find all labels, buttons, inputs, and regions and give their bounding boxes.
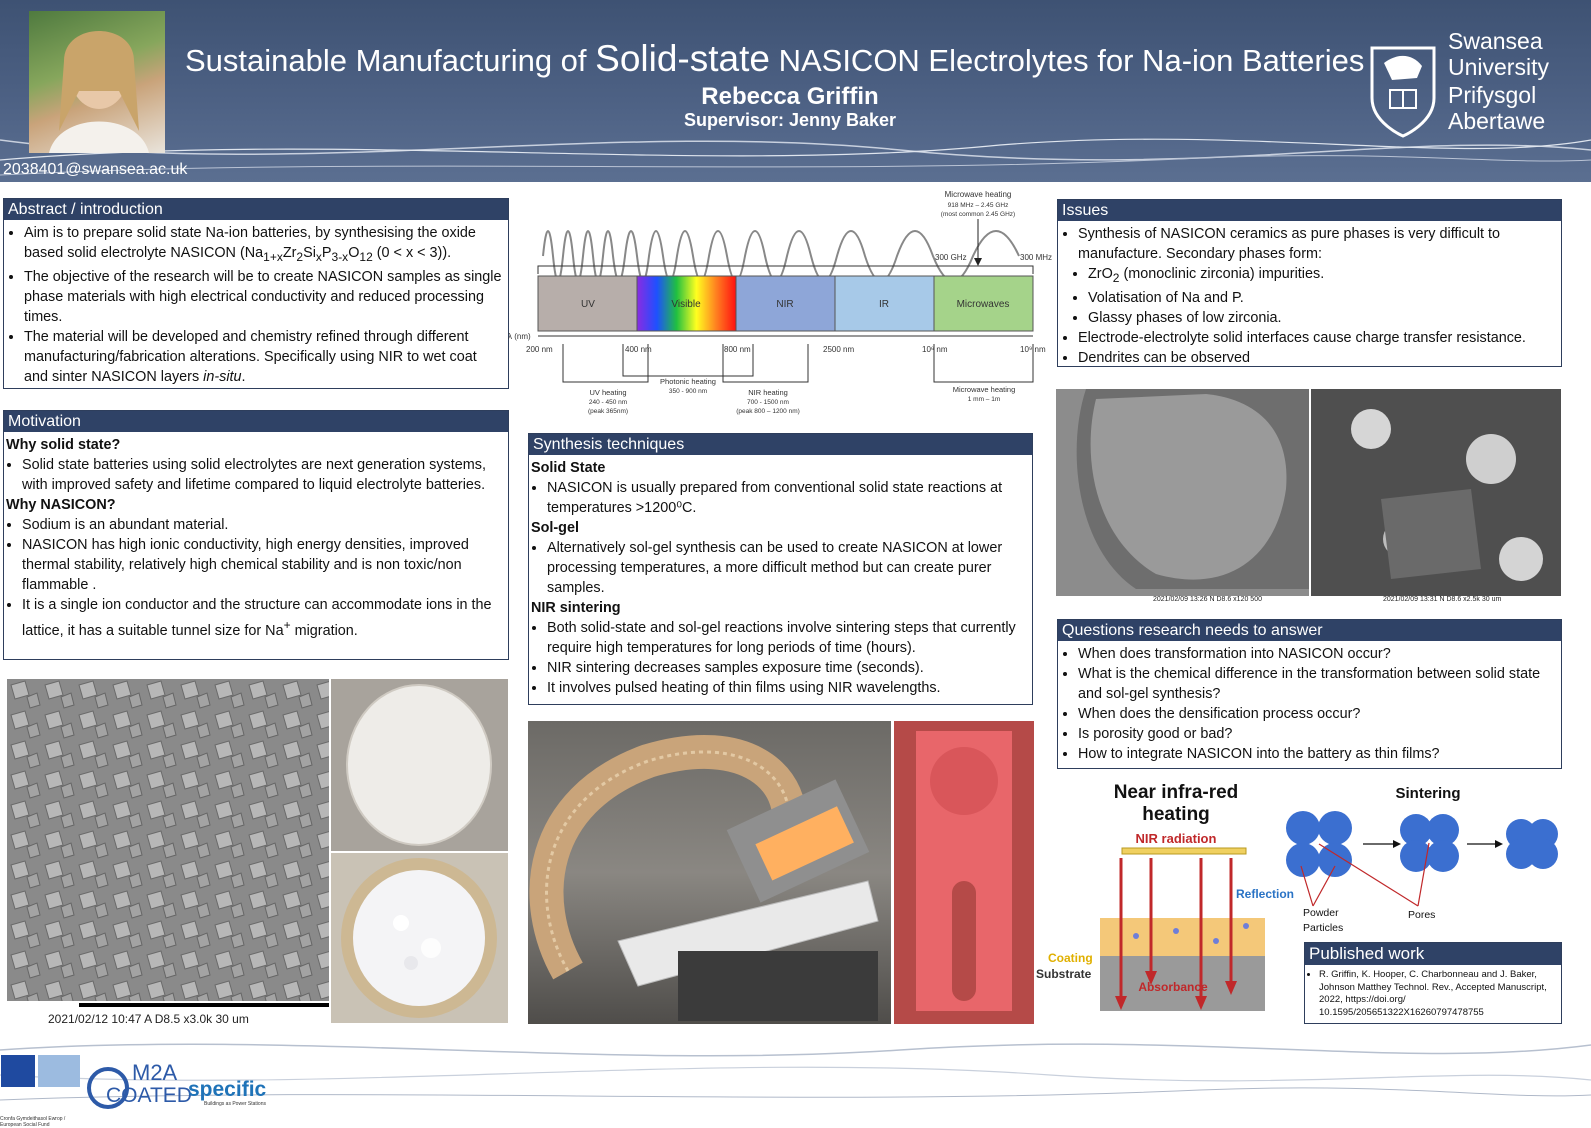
nir-diagram-title: heating: [1142, 804, 1210, 825]
supervisor-name: Supervisor: Jenny Baker: [683, 110, 897, 130]
motivation-subheading: Why NASICON?: [6, 497, 116, 513]
freq-label: 300 GHz: [935, 253, 967, 262]
question-item: • Is porosity good or bad?: [1078, 724, 1557, 744]
issues-subbullet: • ZrO$_2$ (monoclinic zirconia) impurities.: [1088, 264, 1557, 288]
em-spectrum-diagram: [508, 186, 1053, 420]
university-crest-icon: [1362, 28, 1444, 140]
nir-heating-range: 700 - 1500 nm: [747, 399, 789, 406]
motivation-bullet: • Sodium is an abundant material.: [22, 515, 504, 535]
powder-photo: [331, 853, 508, 1023]
abstract-panel: [3, 198, 509, 389]
published-heading: Published work: [1305, 943, 1561, 965]
sem-image-highmag: [1311, 389, 1561, 609]
pores-label: Pores: [1408, 909, 1436, 921]
m2a-coated-logo: [86, 1060, 192, 1110]
abstract-heading: Abstract / introduction: [4, 199, 508, 220]
motivation-heading: Motivation: [4, 411, 508, 432]
microwave-note-line: 918 MHz – 2.45 GHz: [947, 202, 1009, 209]
band-label-nir: NIR: [776, 299, 794, 310]
powder-label: Powder: [1303, 907, 1339, 919]
abstract-bullet: • The material will be developed and chemistry refined through different manufacturing/fabrication alterations. Specifically using NIR to wet coat and sinter NASICON layers in-situ.: [24, 327, 504, 387]
wl-label: 200 nm: [526, 345, 553, 354]
synthesis-bullet: • NASICON is usually prepared from conventional solid state reactions at temperatures >1200⁰C.: [547, 478, 1028, 518]
nir-diagram-title: Near infra-red: [1113, 782, 1239, 803]
sem-image-nasicon-crystals: [7, 679, 329, 1009]
wl-label: 10⁶ nm: [922, 345, 948, 354]
wl-label: 10⁹ nm: [1020, 345, 1046, 354]
uv-heating-range: 240 - 450 nm: [588, 399, 628, 406]
poster-title: Sustainable Manufacturing of Solid-state NASICON Electrolytes for Na-ion Batteries: [185, 38, 1365, 79]
photonic-heating-range: 350 - 900 nm: [668, 388, 708, 395]
uv-heating-label: UV heating: [589, 388, 627, 397]
motivation-bullet: • Solid state batteries using solid electrolytes are next generation systems, with improved safety and lifetime compared to liquid electrolyte batteries.: [22, 455, 504, 495]
esf-logo-text: Cronfa Gymdeithasol Ewrop / European Social Fund: [0, 1116, 66, 1128]
esf-logo: [0, 1053, 82, 1128]
issues-subbullet: • Volatisation of Na and P.: [1088, 288, 1557, 308]
nir-heating-label: NIR heating: [748, 388, 788, 397]
uv-heating-peak: (peak 365nm): [587, 408, 629, 415]
nir-equipment-photo: [528, 721, 891, 1024]
issues-panel: [1057, 199, 1562, 367]
author-email[interactable]: 2038401@swansea.ac.uk: [3, 161, 188, 178]
mw-heating-range: 1 mm – 1m: [967, 396, 1001, 403]
sem-caption: 2021/02/12 10:47 A D8.5 x3.0k 30 um: [48, 1012, 249, 1026]
synthesis-heading: Synthesis techniques: [529, 434, 1032, 455]
microwave-note-line: Microwave heating: [944, 190, 1012, 199]
freq-label: 300 MHz: [1020, 253, 1053, 262]
synthesis-panel: [528, 433, 1033, 705]
questions-panel: [1057, 619, 1562, 769]
wl-label: 400 nm: [625, 345, 652, 354]
published-panel: [1304, 942, 1562, 1024]
wl-label: 2500 nm: [823, 345, 855, 354]
author-photo: [29, 11, 165, 153]
question-item: • How to integrate NASICON into the battery as thin films?: [1078, 744, 1557, 764]
pellet-photo: [331, 679, 508, 851]
sem-caption: 2021/02/09 13:26 N D8.6 x120 500: [1153, 596, 1262, 603]
band-label-ir: IR: [879, 299, 889, 310]
issues-heading: Issues: [1058, 200, 1561, 221]
heated-sample-photo: [894, 721, 1034, 1024]
microwave-note-line: (most common 2.45 GHz): [940, 211, 1016, 218]
reflection-label: Reflection: [1236, 887, 1295, 901]
substrate-label: Substrate: [1036, 967, 1092, 981]
synthesis-bullet: • Alternatively sol-gel synthesis can be used to create NASICON at lower processing temperatures, a more difficult method but can create purer samples.: [547, 538, 1028, 598]
synthesis-subheading: Solid State: [531, 460, 606, 476]
nir-heating-diagram: [1036, 776, 1301, 1026]
published-reference: • R. Griffin, K. Hooper, C. Charbonneau and J. Baker, Johnson Matthey Technol. Rev., Accepted Manuscript, 2022, https://doi.org/ 10.1595/205651322X16260797478755: [1319, 969, 1557, 1019]
issues-bullet: • Dendrites can be observed: [1078, 348, 1557, 368]
coated-logo-text: COATED: [106, 1084, 192, 1107]
band-label-microwaves: Microwaves: [956, 299, 1010, 310]
sintering-diagram: [1283, 776, 1563, 938]
issues-subbullet: • Glassy phases of low zirconia.: [1088, 308, 1557, 328]
sem-image-particle: [1056, 389, 1309, 609]
wl-label: 800 nm: [724, 345, 751, 354]
mw-heating-label: Microwave heating: [952, 385, 1016, 394]
motivation-panel: [3, 410, 509, 660]
coating-label: Coating: [1048, 951, 1093, 965]
abstract-bullet: • The objective of the research will be to create NASICON samples as single phase materials with high electrical conductivity and reduced processing times.: [24, 267, 504, 327]
motivation-bullet: • It is a single ion conductor and the structure can accommodate ions in the lattice, it has a suitable tunnel size for Na+ migration.: [22, 595, 504, 641]
photonic-heating-label: Photonic heating: [660, 377, 716, 386]
abstract-bullet: • Aim is to prepare solid state Na-ion batteries, by synthesising the oxide based solid electrolyte NASICON ($Na_{1+x}Zr_2Si_xP_{3-x}O_{12}$ (0 < x < 3)).: [24, 223, 504, 267]
band-label-visible: Visible: [671, 299, 701, 310]
synthesis-bullet: • It involves pulsed heating of thin films using NIR wavelengths.: [547, 678, 1028, 698]
question-item: • When does the densification process occur?: [1078, 704, 1557, 724]
specific-logo: specific: [188, 1078, 267, 1101]
specific-logo-tagline: Buildings as Power Stations: [204, 1101, 266, 1107]
question-item: • When does transformation into NASICON occur?: [1078, 644, 1557, 664]
sem-caption: 2021/02/09 13:31 N D8.6 x2.5k 30 um: [1383, 596, 1502, 603]
absorbance-label: Absorbance: [1138, 980, 1208, 994]
nir-heating-peak: (peak 800 – 1200 nm): [736, 408, 800, 415]
issues-bullet: • Electrode-electrolyte solid interfaces cause charge transfer resistance.: [1078, 328, 1557, 348]
question-item: • What is the chemical difference in the transformation between solid state and sol-gel synthesis?: [1078, 664, 1557, 704]
m2a-logo-text: M2A: [132, 1060, 178, 1085]
particles-label: Particles: [1303, 922, 1344, 934]
synthesis-subheading: NIR sintering: [531, 600, 621, 616]
band-label-uv: UV: [581, 299, 595, 310]
issues-bullet: • Synthesis of NASICON ceramics as pure phases is very difficult to manufacture. Secondary phases form:: [1078, 224, 1557, 264]
sintering-title: Sintering: [1395, 785, 1461, 802]
lambda-label: λ (nm): [508, 332, 531, 341]
portrait-image: [29, 11, 165, 153]
questions-heading: Questions research needs to answer: [1058, 620, 1561, 641]
synthesis-bullet: • Both solid-state and sol-gel reactions involve sintering steps that currently require high temperatures for long periods of time (hours).: [547, 618, 1028, 658]
author-name: Rebecca Griffin: [701, 83, 879, 110]
motivation-subheading: Why solid state?: [6, 437, 121, 453]
synthesis-subheading: Sol-gel: [531, 520, 579, 536]
motivation-bullet: • NASICON has high ionic conductivity, high energy densities, improved thermal stability, relatively high chemical stability and is non toxic/non flammable .: [22, 535, 504, 595]
synthesis-bullet: • NIR sintering decreases samples exposure time (seconds).: [547, 658, 1028, 678]
nir-radiation-label: NIR radiation: [1135, 831, 1217, 846]
university-name: Swansea University Prifysgol Abertawe: [1448, 28, 1549, 134]
